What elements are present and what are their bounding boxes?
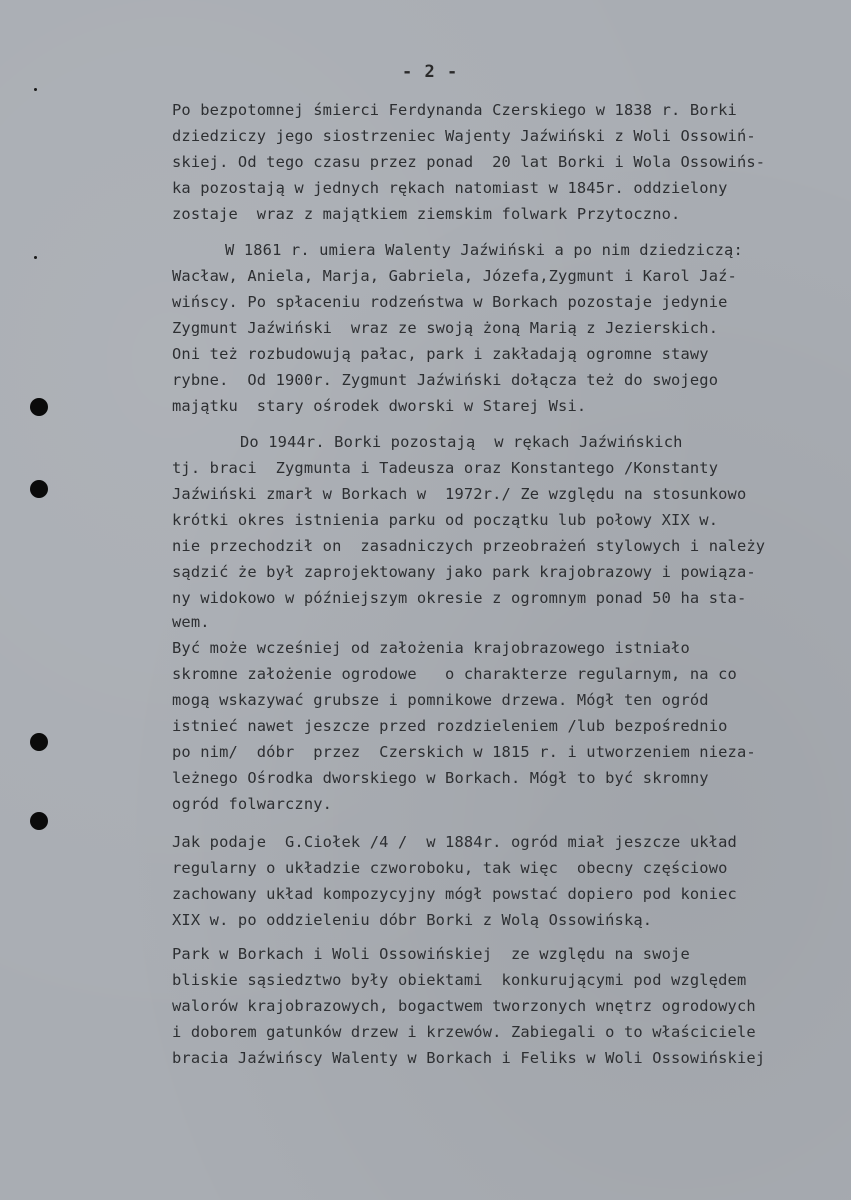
text-line: ogród folwarczny. (172, 795, 333, 813)
text-line: wińscy. Po spłaceniu rodzeństwa w Borkach pozostaje jedynie (172, 293, 728, 311)
text-line: W 1861 r. umiera Walenty Jaźwiński a po nim dziedziczą: (225, 241, 743, 259)
text-line: Być może wcześniej od założenia krajobrazowego istniało (172, 639, 690, 657)
text-line: walorów krajobrazowych, bogactwem tworzonych wnętrz ogrodowych (172, 997, 756, 1015)
text-line: ny widokowo w późniejszym okresie z ogromnym ponad 50 ha sta- (172, 589, 747, 607)
text-line: zachowany układ kompozycyjny mógł powstać dopiero pod koniec (172, 885, 737, 903)
text-line: Do 1944r. Borki pozostają w rękach Jaźwińskich (240, 433, 683, 451)
text-line: skiej. Od tego czasu przez ponad 20 lat Borki i Wola Ossowińs- (172, 153, 766, 171)
text-line: majątku stary ośrodek dworski w Starej Wsi. (172, 397, 587, 415)
text-line: wem. (172, 613, 210, 631)
text-line: tj. braci Zygmunta i Tadeusza oraz Konstantego /Konstanty (172, 459, 719, 477)
text-line: XIX w. po oddzieleniu dóbr Borki z Wolą Ossowińską. (172, 911, 653, 929)
text-line: istnieć nawet jeszcze przed rozdzieleniem /lub bezpośrednio (172, 717, 728, 735)
text-line: bracia Jaźwińscy Walenty w Borkach i Feliks w Woli Ossowińskiej (172, 1049, 766, 1067)
text-line: Zygmunt Jaźwiński wraz ze swoją żoną Marią z Jezierskich. (172, 319, 719, 337)
text-line: Wacław, Aniela, Marja, Gabriela, Józefa,Zygmunt i Karol Jaź- (172, 267, 737, 285)
text-line: po nim/ dóbr przez Czerskich w 1815 r. i utworzeniem nieza- (172, 743, 756, 761)
text-line: leżnego Ośrodka dworskiego w Borkach. Mógł to być skromny (172, 769, 709, 787)
text-line: skromne założenie ogrodowe o charakterze regularnym, na co (172, 665, 737, 683)
text-line: Oni też rozbudowują pałac, park i zakładają ogromne stawy (172, 345, 709, 363)
text-line: nie przechodził on zasadniczych przeobrażeń stylowych i należy (172, 537, 766, 555)
text-line: Jaźwiński zmarł w Borkach w 1972r./ Ze względu na stosunkowo (172, 485, 747, 503)
text-line: regularny o układzie czworoboku, tak więc obecny częściowo (172, 859, 728, 877)
text-line: zostaje wraz z majątkiem ziemskim folwark Przytoczno. (172, 205, 681, 223)
text-line: bliskie sąsiedztwo były obiektami konkurującymi pod względem (172, 971, 747, 989)
paper-speck (34, 88, 37, 91)
punch-hole-3 (30, 733, 48, 751)
text-line: dziedziczy jego siostrzeniec Wajenty Jaźwiński z Woli Ossowiń- (172, 127, 756, 145)
page-number: - 2 - (402, 62, 459, 82)
text-line: Jak podaje G.Ciołek /4 / w 1884r. ogród miał jeszcze układ (172, 833, 737, 851)
text-line: mogą wskazywać grubsze i pomnikowe drzewa. Mógł ten ogród (172, 691, 709, 709)
punch-hole-2 (30, 480, 48, 498)
text-line: Park w Borkach i Woli Ossowińskiej ze względu na swoje (172, 945, 690, 963)
punch-hole-1 (30, 398, 48, 416)
paper-speck (34, 256, 37, 259)
text-line: sądzić że był zaprojektowany jako park krajobrazowy i powiąza- (172, 563, 756, 581)
text-line: ka pozostają w jednych rękach natomiast w 1845r. oddzielony (172, 179, 728, 197)
text-line: Po bezpotomnej śmierci Ferdynanda Czerskiego w 1838 r. Borki (172, 101, 737, 119)
text-line: krótki okres istnienia parku od początku lub połowy XIX w. (172, 511, 719, 529)
text-line: rybne. Od 1900r. Zygmunt Jaźwiński dołącza też do swojego (172, 371, 719, 389)
text-line: i doborem gatunków drzew i krzewów. Zabiegali o to właściciele (172, 1023, 756, 1041)
punch-hole-4 (30, 812, 48, 830)
